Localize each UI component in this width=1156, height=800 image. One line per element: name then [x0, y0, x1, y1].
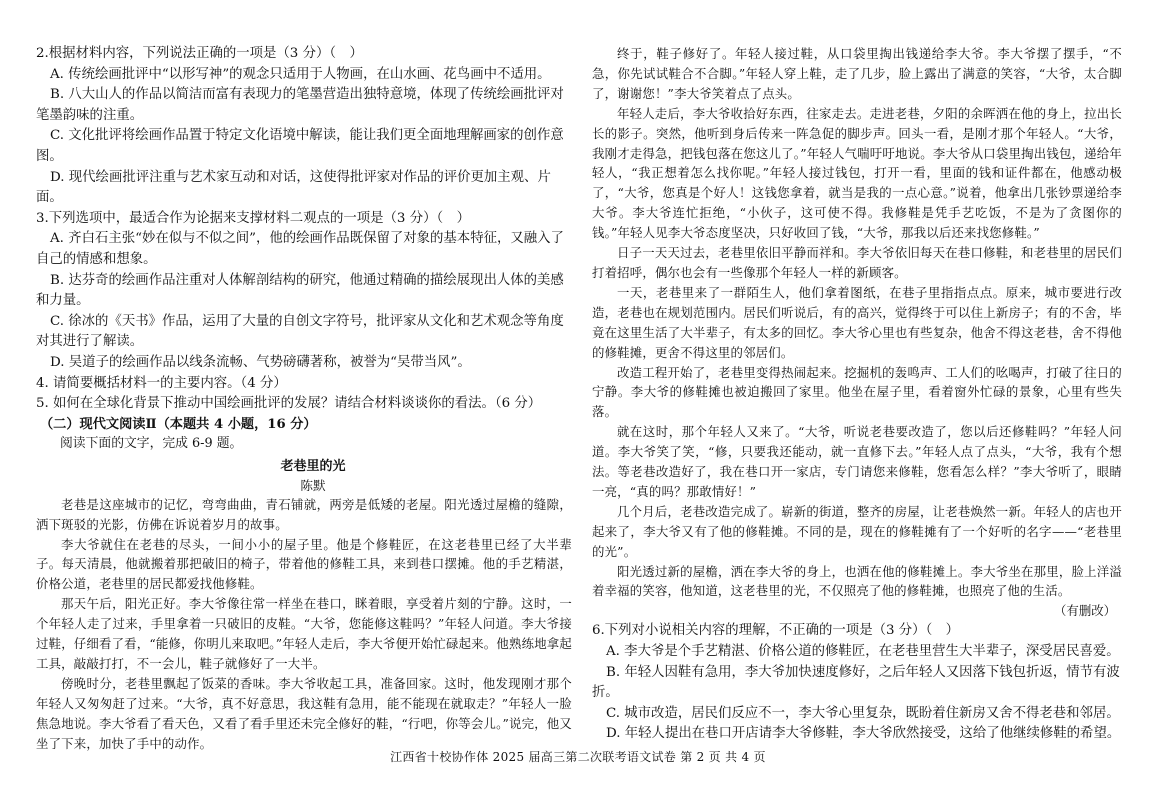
question-6-option-c: C. 城市改造，居民们反应不一，李大爷心里复杂，既盼着住新房又舍不得老巷和邻居。 — [606, 705, 1120, 721]
question-4: 4. 请简要概括材料一的主要内容。（4 分） — [36, 375, 287, 391]
story-paragraph: 改造工程开始了，老巷里变得热闹起来。挖掘机的轰鸣声、工人们的吆喝声，打破了往日的宁静。李大爷的修鞋摊也被迫搬回了家里。他坐在屋子里，看着窗外忙碌的景象，心里有些失落。 — [592, 364, 1122, 420]
question-6-option-a: A. 李大爷是个手艺精湛、价格公道的修鞋匠，在老巷里营生大半辈子，深受居民喜爱。 — [606, 643, 1120, 659]
question-6-option-d: D. 年轻人提出在巷口开店请李大爷修鞋，李大爷欣然接受，这给了他继续修鞋的希望。 — [606, 726, 1121, 742]
question-2-option-b: B. 八大山人的作品以简洁而富有表现力的笔墨营造出独特意境，体现了传统绘画批评对笔墨韵味的注重。 — [36, 87, 564, 123]
question-3-option-a: A. 齐白石主张“妙在似与不似之间”，他的绘画作品既保留了对象的基本特征，又融入了自己的情感和想象。 — [36, 231, 564, 267]
story-text-right — [592, 44, 1122, 601]
story-paragraph: 老巷是这座城市的记忆，弯弯曲曲，青石铺就，两旁是低矮的老屋。阳光透过屋檐的缝隙，洒下斑驳的光影，仿佛在诉说着岁月的故事。 — [36, 496, 572, 532]
source-note: （有删改） — [1054, 603, 1116, 619]
story-paragraph: 几个月后，老巷改造完成了。崭新的街道，整齐的房屋，让老巷焕然一新。年轻人的店也开起来了，李大爷又有了他的修鞋摊。不同的是，现在的修鞋摊有了一个好听的名字——“老巷里的光”。 — [592, 503, 1122, 559]
story-paragraph: 李大爷就住在老巷的尽头，一间小小的屋子里。他是个修鞋匠，在这老巷里已经了大半辈子。每天清晨，他就搬着那把破旧的椅子，带着他的修鞋工具，来到巷口摆摊。他的手艺精湛，价格公道，老巷里的居民都爱找他修鞋。 — [36, 536, 572, 592]
story-title: 老巷里的光 — [280, 458, 346, 474]
story-author: 陈默 — [300, 477, 326, 493]
story-paragraph: 年轻人走后，李大爷收拾好东西，往家走去。走进老巷，夕阳的余晖洒在他的身上，拉出长长的影子。突然，他听到身后传来一阵急促的脚步声。回头一看，是刚才那个年轻人。“大爷，我刚才走得急，把钱包落在您这儿了。”年轻人气喘吁吁地说。李大爷从口袋里掏出钱包，递给年轻人，“我正想着怎么找你呢。”年轻人接过钱包，打开一看，里面的钱和证件都在，他感动极了，“大爷，您真是个好人！这钱您拿着，就当是我的一点心意。”说着，他拿出几张钞票递给李大爷。李大爷连忙拒绝，“小伙子，这可使不得。我修鞋是凭手艺吃饭，不是为了贪图你的钱。”年轻人见李大爷态度坚决，只好收回了钱，“大爷，那我以后还来找您修鞋。” — [592, 105, 1122, 241]
question-3-option-d: D. 吴道子的绘画作品以线条流畅、气势磅礴著称，被誉为“吴带当风”。 — [50, 354, 471, 370]
right-column — [592, 44, 1122, 745]
question-5: 5. 如何在全球化背景下推动中国绘画批评的发展？请结合材料谈谈你的看法。（6 分） — [36, 396, 542, 412]
question-2-option-d: D. 现代绘画批评注重与艺术家互动和对话，这使得批评家对作品的评价更加主观、片面。 — [36, 169, 551, 206]
left-column — [36, 44, 572, 753]
question-2-stem: 2.根据材料内容，下列说法正确的一项是（3 分）（ ） — [36, 46, 363, 61]
question-2-option-c: C. 文化批评将绘画作品置于特定文化语境中解读，能让我们更全面地理解画家的创作意图。 — [36, 128, 564, 164]
question-6 — [592, 621, 1122, 745]
question-3-stem: 3.下列选项中，最适合作为论据来支撑材料二观点的一项是（3 分）（ ） — [36, 210, 470, 226]
story-paragraph: 阳光透过新的屋檐，洒在李大爷的身上，也洒在他的修鞋摊上。李大爷坐在那里，脸上洋溢着幸福的笑容，他知道，这老巷里的光，不仅照亮了他的修鞋摊，也照亮了他的生活。 — [592, 563, 1122, 599]
question-2 — [36, 44, 572, 209]
story-paragraph: 傍晚时分，老巷里飘起了饭菜的香味。李大爷收起工具，准备回家。这时，他发现刚才那个年轻人又匆匆赶了过来。“大爷，真不好意思，我这鞋有急用，能不能现在就取走？”年轻人一脸焦急地说。李大爷看了看天色，又看了看手里还未完全修好的鞋，“行吧，你等会儿。”说完，他又坐了下来，加快了手中的动作。 — [36, 675, 572, 751]
page-footer: 江西省十校协作体 2025 届高三第二次联考语文试卷 第 2 页 共 4 页 — [390, 750, 766, 764]
story-paragraph: 一天，老巷里来了一群陌生人，他们拿着图纸，在巷子里指指点点。原来，城市要进行改造，老巷也在规划范围内。居民们听说后，有的高兴，觉得终于可以住上新房子；有的不舍，毕竟在这里生活了大半辈子，有太多的回忆。李大爷心里也有些复杂，他舍不得这老巷，舍不得他的修鞋摊，更舍不得这里的邻居们。 — [592, 284, 1122, 360]
story-paragraph: 那天午后，阳光正好。李大爷像往常一样坐在巷口，眯着眼，享受着片刻的宁静。这时，一个年轻人走了过来，手里拿着一只破旧的皮鞋。“大爷，您能修这鞋吗？”年轻人问道。李大爷接过鞋，仔细看了看，“能修，你明儿来取吧。”年轻人走后，李大爷便开始忙碌起来。他熟练地拿起工具，敲敲打打，不一会儿，鞋子就修好了一大半。 — [36, 596, 572, 671]
question-6-stem: 6.下列对小说相关内容的理解，不正确的一项是（3 分）（ ） — [592, 623, 960, 639]
story-paragraph: 终于，鞋子修好了。年轻人接过鞋，从口袋里掏出钱递给李大爷。李大爷摆了摆手，“不急，你先试试鞋合不合脚。”年轻人穿上鞋，走了几步，脸上露出了满意的笑容，“大爷，太合脚了，谢谢您！”李大爷笑着点了点头。 — [592, 46, 1122, 101]
reading-instruction: 阅读下面的文字，完成 6-9 题。 — [60, 435, 243, 451]
question-3-option-c: C. 徐冰的《天书》作品，运用了大量的自创文字符号，批评家从文化和艺术观念等角度对其进行了解读。 — [36, 313, 564, 350]
story-paragraph: 日子一天天过去，老巷里依旧平静而祥和。李大爷依旧每天在巷口修鞋，和老巷里的居民们打着招呼，偶尔也会有一些像那个年轻人一样的新顾客。 — [592, 245, 1122, 280]
story-text-left — [36, 495, 572, 754]
section-heading: （二）现代文阅读Ⅱ（本题共 4 小题，16 分） — [40, 416, 317, 432]
question-3-option-b: B. 达芬奇的绘画作品注重对人体解剖结构的研究，他通过精确的描绘展现出人体的美感和力量。 — [36, 272, 564, 309]
question-2-option-a: A. 传统绘画批评中“以形写神”的观念只适用于人物画，在山水画、花鸟画中不适用。 — [50, 66, 551, 82]
question-6-option-b: B. 年轻人因鞋有急用，李大爷加快速度修好，之后年轻人又因落下钱包折返，情节有波折。 — [592, 664, 1120, 701]
question-3 — [36, 209, 572, 374]
story-paragraph: 就在这时，那个年轻人又来了。“大爷，听说老巷要改造了，您以后还修鞋吗？”年轻人问道。李大爷笑了笑，“修，只要我还能动，就一直修下去。”年轻人点了点头，“大爷，我有个想法。等老巷改造好了，我在巷口开一家店，专门请您来修鞋，您看怎么样？”李大爷听了，眼睛一亮，“真的吗？那敢情好！” — [592, 424, 1122, 499]
